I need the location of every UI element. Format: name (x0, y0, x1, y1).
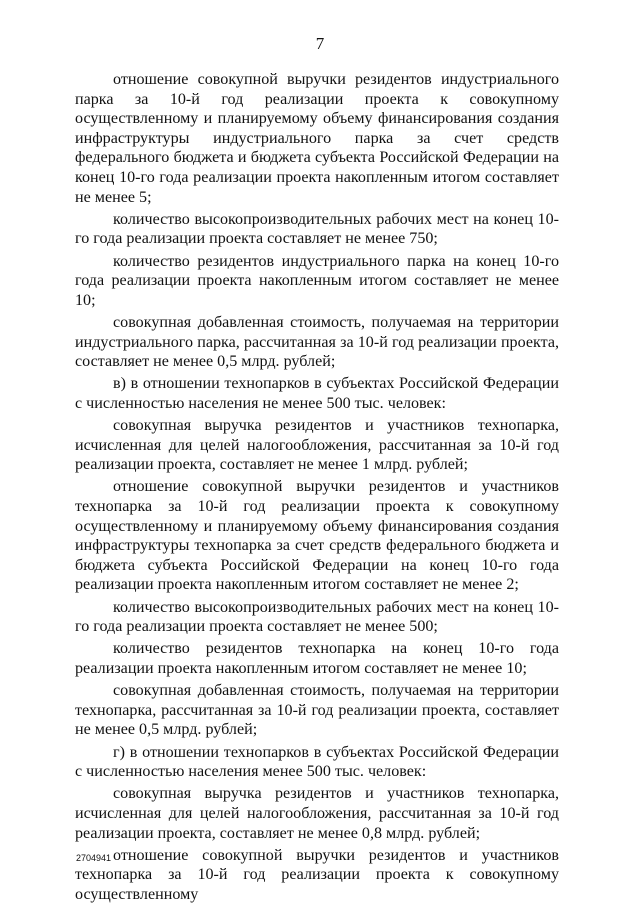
paragraph: совокупная добавленная стоимость, получаемая на территории индустриального парка, рассчитанная за 10-й год реализации проекта, составляет не менее 0,5 млрд. рублей; (75, 313, 559, 371)
document-code: 2704941 (76, 853, 112, 863)
paragraph: совокупная выручка резидентов и участников технопарка, исчисленная для целей налогообложения, рассчитанная за 10-й год реализации проекта, составляет не менее 0,8 млрд. рублей; (75, 785, 559, 842)
document-body (75, 70, 559, 907)
paragraph: количество высокопроизводительных рабочих мест на конец 10-го года реализации проекта составляет не менее 750; (75, 210, 559, 248)
page-number: 7 (315, 34, 325, 53)
paragraph: в) в отношении технопарков в субъектах Российской Федерации с численностью населения не менее 500 тыс. человек: (75, 375, 559, 412)
paragraph: отношение совокупной выручки резидентов индустриального парка за 10-й год реализации проекта к совокупному осуществленному и планируемому объему финансирования создания инфраструктуры индустриального парка за счет средств федерального бюджета и бюджета субъекта Российской Федерации на конец 10-го года реализации проекта накопленным итогом составляет не менее 5; (75, 71, 559, 206)
paragraph: количество резидентов индустриального парка на конец 10-го года реализации проекта накопленным итогом составляет не менее 10; (75, 252, 559, 309)
paragraph: г) в отношении технопарков в субъектах Российской Федерации с численностью населения менее 500 тыс. человек: (75, 743, 559, 781)
paragraph: отношение совокупной выручки резидентов и участников технопарка за 10-й год реализации проекта к совокупному осуществленному (75, 846, 559, 903)
paragraph: количество высокопроизводительных рабочих мест на конец 10-го года реализации проекта составляет не менее 500; (75, 598, 559, 636)
paragraph: отношение совокупной выручки резидентов и участников технопарка за 10-й год реализации проекта к совокупному осуществленному и планируемому объему финансирования создания инфраструктуры технопарка за счет средств федерального бюджета и бюджета субъекта Российской Федерации на конец 10-го года реализации проекта накопленным итогом составляет не менее 2; (75, 478, 559, 594)
paragraph: совокупная выручка резидентов и участников технопарка, исчисленная для целей налогообложения, рассчитанная за 10-й год реализации проекта, составляет не менее 1 млрд. рублей; (75, 417, 559, 474)
paragraph: совокупная добавленная стоимость, получаемая на территории технопарка, рассчитанная за 10-й год реализации проекта, составляет не менее 0,5 млрд. рублей; (75, 682, 559, 739)
paragraph: количество резидентов технопарка на конец 10-го года реализации проекта накопленным итогом составляет не менее 10; (75, 640, 559, 677)
